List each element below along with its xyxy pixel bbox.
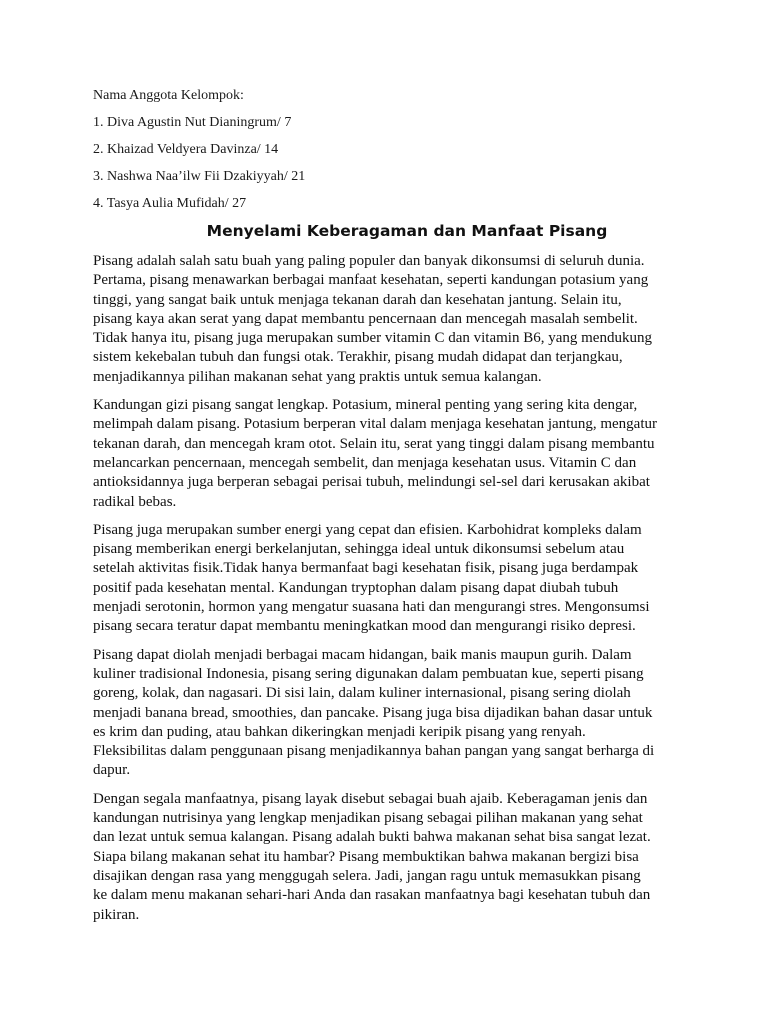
paragraph-3 [93,521,683,637]
text-line: melancarkan pencernaan, mencegah sembelit, dan menjaga kesehatan usus. Vitamin C dan [93,454,637,471]
paragraph-2 [93,396,683,512]
members-heading: Nama Anggota Kelompok: [93,88,244,103]
member-item: 4. Tasya Aulia Mufidah/ 27 [93,196,247,211]
text-line: Fleksibilitas dalam penggunaan pisang menjadikannya bahan pangan yang sangat berharga di [93,743,655,760]
text-line: positif pada kesehatan mental. Kandungan tryptophan dalam pisang dapat diubah tubuh [93,579,619,596]
text-line: pisang kaya akan serat yang dapat membantu pencernaan dan mencegah masalah sembelit. [93,310,638,327]
member-item: 1. Diva Agustin Nut Dianingrum/ 7 [93,115,292,130]
text-line: menjadi serotonin, hormon yang mengatur suasana hati dan mengurangi stres. Mengonsumsi [93,599,650,616]
text-line: dan lezat untuk semua kalangan. Pisang adalah bukti bahwa makanan sehat bisa sangat lezat. [93,829,651,846]
document-body [93,252,683,934]
text-line: Dengan segala manfaatnya, pisang layak disebut sebagai buah ajaib. Keberagaman jenis dan [93,790,648,807]
text-line: radikal bebas. [93,493,177,510]
text-line: Siapa bilang makanan sehat itu hambar? Pisang membuktikan bahwa makanan bergizi bisa [93,848,639,865]
text-line: pisang secara teratur dapat membantu meningkatkan mood dan mengurangi risiko depresi. [93,618,636,635]
member-item: 3. Nashwa Naa’ilw Fii Dzakiyyah/ 21 [93,169,306,184]
text-line: es krim dan puding, atau bahkan dikeringkan menjadi keripik pisang yang renyah. [93,723,586,740]
text-line: Pertama, pisang menawarkan berbagai manfaat kesehatan, seperti kandungan potasium yang [93,272,649,289]
text-line: antioksidannya juga berperan sebagai perisai tubuh, melindungi sel-sel dari kerusakan akibat [93,474,650,491]
paragraph-5 [93,790,683,925]
document-title: Menyelami Keberagaman dan Manfaat Pisang [206,222,608,240]
member-item: 2. Khaizad Veldyera Davinza/ 14 [93,142,279,157]
text-line: pisang memberikan energi berkelanjutan, sehingga ideal untuk dikonsumsi sebelum atau [93,541,625,558]
text-line: menjadikannya pilihan makanan sehat yang praktis untuk semua kalangan. [93,368,542,385]
paragraph-4 [93,646,683,781]
text-line: sistem kekebalan tubuh dan fungsi otak. Terakhir, pisang mudah didapat dan terjangkau, [93,349,623,366]
text-line: kuliner tradisional Indonesia, pisang sering digunakan dalam pembuatan kue, seperti pisang [93,665,644,682]
text-line: pikiran. [93,906,140,923]
text-line: goreng, kolak, dan nagasari. Di sisi lain, dalam kuliner internasional, pisang sering diolah [93,685,631,702]
text-line: kandungan nutrisinya yang lengkap menjadikan pisang sebagai pilihan makanan yang sehat [93,810,643,827]
text-line: ke dalam menu makanan sehari-hari Anda dan rasakan manfaatnya bagi kesehatan tubuh dan [93,887,651,904]
text-line: tekanan darah, dan mencegah kram otot. Selain itu, serat yang tinggi dalam pisang membantu [93,435,655,452]
text-line: tinggi, yang sangat baik untuk menjaga tekanan darah dan kesehatan jantung. Selain itu, [93,291,622,308]
text-line: Pisang juga merupakan sumber energi yang cepat dan efisien. Karbohidrat kompleks dalam [93,521,642,538]
text-line: dapur. [93,762,131,779]
text-line: disajikan dengan rasa yang menggugah selera. Jadi, jangan ragu untuk memasukkan pisang [93,867,641,884]
group-members-section [93,86,693,221]
paragraph-1 [93,252,683,387]
text-line: Pisang adalah salah satu buah yang paling populer dan banyak dikonsumsi di seluruh dunia. [93,253,645,269]
text-line: melimpah dalam pisang. Potasium berperan vital dalam menjaga kesehatan jantung, mengatur [93,416,657,433]
text-line: Tidak hanya itu, pisang juga merupakan sumber vitamin C dan vitamin B6, yang mendukung [93,330,652,347]
text-line: setelah aktivitas fisik.Tidak hanya bermanfaat bagi kesehatan fisik, pisang juga berdampak [93,560,639,577]
text-line: Pisang dapat diolah menjadi berbagai macam hidangan, baik manis maupun gurih. Dalam [93,646,632,663]
text-line: menjadi banana bread, smoothies, dan pancake. Pisang juga bisa dijadikan bahan dasar untuk [93,704,653,721]
text-line: Kandungan gizi pisang sangat lengkap. Potasium, mineral penting yang sering kita dengar, [93,397,638,414]
